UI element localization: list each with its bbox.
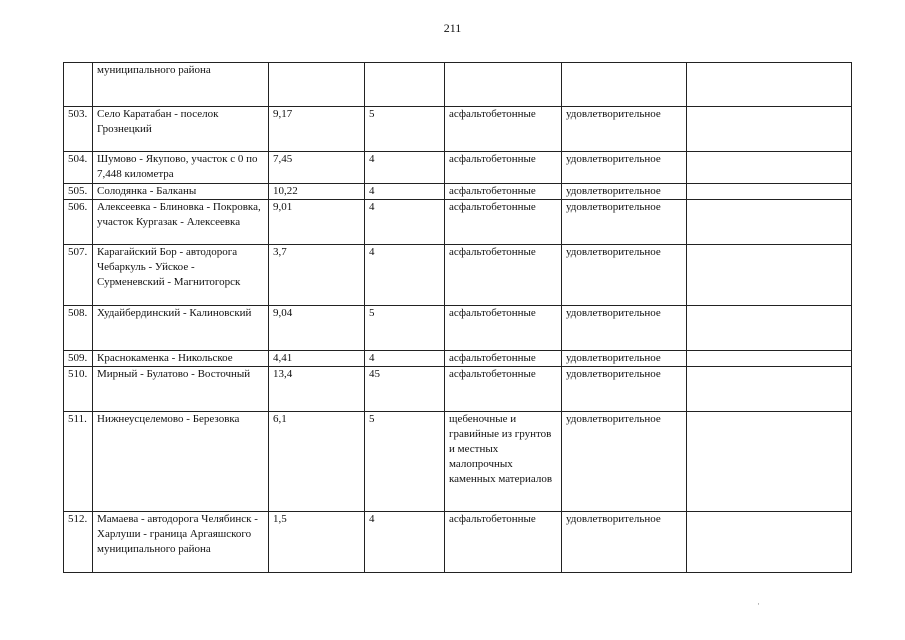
condition-cell: удовлетворительное — [562, 367, 687, 412]
condition-cell: удовлетворительное — [562, 107, 687, 152]
lanes-cell: 4 — [365, 184, 445, 200]
length-cell: 3,7 — [269, 245, 365, 306]
surface-cell: асфальтобетонные — [445, 245, 562, 306]
row-number-cell: 508. — [64, 306, 93, 351]
length-cell: 13,4 — [269, 367, 365, 412]
lanes-cell: 4 — [365, 200, 445, 245]
surface-cell: асфальтобетонные — [445, 152, 562, 184]
table-row — [64, 184, 852, 200]
road-name-cell: Солодянка - Балканы — [93, 184, 269, 200]
road-name-cell: Краснокаменка - Никольское — [93, 351, 269, 367]
length-cell: 4,41 — [269, 351, 365, 367]
condition-cell: удовлетворительное — [562, 200, 687, 245]
extra-cell — [687, 512, 852, 573]
table-row — [64, 306, 852, 351]
surface-cell: асфальтобетонные — [445, 351, 562, 367]
lanes-cell: 5 — [365, 107, 445, 152]
extra-cell — [687, 412, 852, 512]
row-number-cell: 512. — [64, 512, 93, 573]
page-number: 211 — [443, 21, 462, 35]
lanes-cell: 4 — [365, 245, 445, 306]
length-cell: 1,5 — [269, 512, 365, 573]
extra-cell — [687, 184, 852, 200]
extra-cell — [687, 367, 852, 412]
surface-cell: асфальтобетонные — [445, 107, 562, 152]
road-name-cell: Мамаева - автодорога Челябинск - Харлуши - граница Аргаяшского муниципального района — [93, 512, 269, 573]
table-row — [64, 512, 852, 573]
row-number-cell — [64, 63, 93, 107]
length-cell: 6,1 — [269, 412, 365, 512]
row-number-cell: 511. — [64, 412, 93, 512]
road-name-cell: Нижнеусцелемово - Березовка — [93, 412, 269, 512]
table-row — [64, 351, 852, 367]
extra-cell — [687, 107, 852, 152]
condition-cell: удовлетворительное — [562, 245, 687, 306]
condition-cell: удовлетворительное — [562, 512, 687, 573]
surface-cell: щебеночные и гравийные из грунтов и местных малопрочных каменных материалов — [445, 412, 562, 512]
table-row — [64, 200, 852, 245]
row-number-cell: 509. — [64, 351, 93, 367]
road-name-cell: Шумово - Якупово, участок с 0 по 7,448 километра — [93, 152, 269, 184]
condition-cell: удовлетворительное — [562, 184, 687, 200]
condition-cell: удовлетворительное — [562, 412, 687, 512]
row-number-cell: 503. — [64, 107, 93, 152]
extra-cell — [687, 306, 852, 351]
lanes-cell: 45 — [365, 367, 445, 412]
road-name-cell: Алексеевка - Блиновка - Покровка, участок Кургазак - Алексеевка — [93, 200, 269, 245]
table-row — [64, 367, 852, 412]
lanes-cell: 5 — [365, 412, 445, 512]
length-cell: 10,22 — [269, 184, 365, 200]
length-cell: 9,17 — [269, 107, 365, 152]
lanes-cell — [365, 63, 445, 107]
condition-cell: удовлетворительное — [562, 351, 687, 367]
road-name-cell: Мирный - Булатово - Восточный — [93, 367, 269, 412]
condition-cell: удовлетворительное — [562, 152, 687, 184]
surface-cell: асфальтобетонные — [445, 367, 562, 412]
surface-cell: асфальтобетонные — [445, 512, 562, 573]
table-row — [64, 63, 852, 107]
surface-cell — [445, 63, 562, 107]
row-number-cell: 510. — [64, 367, 93, 412]
extra-cell — [687, 245, 852, 306]
surface-cell: асфальтобетонные — [445, 200, 562, 245]
row-number-cell: 506. — [64, 200, 93, 245]
extra-cell — [687, 152, 852, 184]
length-cell: 9,04 — [269, 306, 365, 351]
length-cell: 9,01 — [269, 200, 365, 245]
row-number-cell: 504. — [64, 152, 93, 184]
table-row — [64, 107, 852, 152]
table-row — [64, 245, 852, 306]
table-row — [64, 152, 852, 184]
condition-cell: удовлетворительное — [562, 306, 687, 351]
lanes-cell: 4 — [365, 512, 445, 573]
row-number-cell: 505. — [64, 184, 93, 200]
lanes-cell: 5 — [365, 306, 445, 351]
extra-cell — [687, 200, 852, 245]
surface-cell: асфальтобетонные — [445, 306, 562, 351]
road-name-cell: Село Каратабан - поселок Грознецкий — [93, 107, 269, 152]
row-number-cell: 507. — [64, 245, 93, 306]
lanes-cell: 4 — [365, 152, 445, 184]
condition-cell — [562, 63, 687, 107]
road-name-cell: Карагайский Бор - автодорога Чебаркуль - Уйское - Сурменевский - Магнитогорск — [93, 245, 269, 306]
extra-cell — [687, 351, 852, 367]
length-cell — [269, 63, 365, 107]
roads-table — [63, 62, 852, 573]
extra-cell — [687, 63, 852, 107]
scan-mark: · — [757, 599, 760, 609]
surface-cell: асфальтобетонные — [445, 184, 562, 200]
road-name-cell: муниципального района — [93, 63, 269, 107]
lanes-cell: 4 — [365, 351, 445, 367]
length-cell: 7,45 — [269, 152, 365, 184]
table-row — [64, 412, 852, 512]
road-name-cell: Худайбердинский - Калиновский — [93, 306, 269, 351]
